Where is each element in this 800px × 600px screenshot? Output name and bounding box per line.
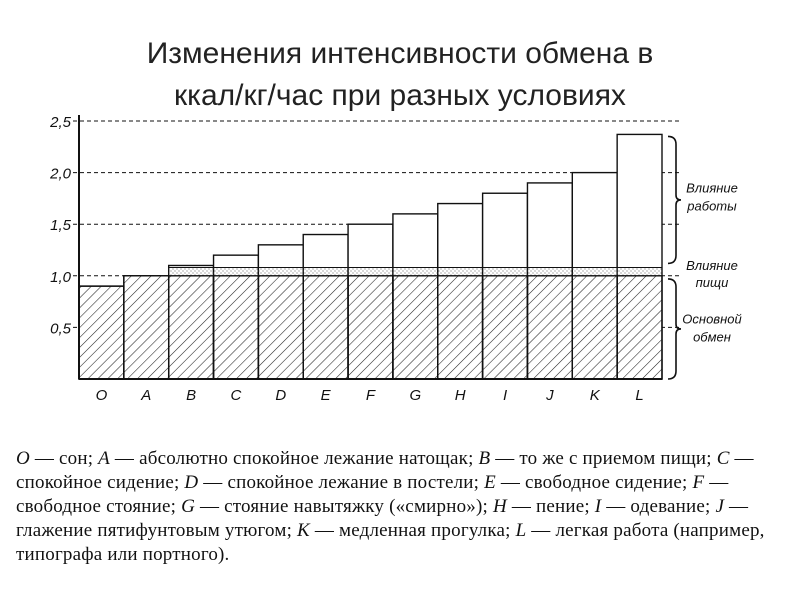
caption-text-A: — абсолютно спокойное лежание натощак; [109,448,479,469]
figure-caption [16,447,786,567]
caption-key-I: I [594,496,602,517]
overlay-bands [79,268,662,379]
y-tick-labels [49,114,72,337]
x-tick-label-E: E [320,387,331,404]
caption-text-E: — свободное сидение; [495,472,693,493]
bar-chart [0,100,800,410]
caption-key-G: G [181,496,196,517]
caption-key-J: J [715,496,725,517]
basal-hatch-L [617,276,662,379]
x-tick-label-D: D [275,387,287,404]
annotation-food-effect-line-1: Влияние [686,257,738,273]
caption-text-J: — глажение пятифунтовым утюгом; [16,496,749,541]
x-tick-label-J: J [546,387,554,404]
basal-hatch-K [572,276,617,379]
chart-title-line-2: ккал/кг/час при разных условиях [174,79,626,112]
y-tick-label: 2,0 [50,165,71,183]
caption-key-B: B [478,448,491,469]
caption-key-C: C [716,448,730,469]
annotation-basal-metabolism-line-2: обмен [693,329,731,345]
caption-text-D: — спокойное лежание в постели; [198,472,485,493]
x-tick-label-A: A [141,387,152,404]
caption-text-H: — пение; [506,496,595,517]
caption-key-E: E [484,472,496,493]
annotation-work-effect-line-1: Влияние [686,180,738,196]
caption-text-I: — одевание; [601,496,716,517]
annotation-basal-metabolism-line-1: Основной [682,311,742,327]
basal-hatch-C [214,276,259,379]
caption-key-A: A [98,448,110,469]
x-tick-label-L: L [635,387,644,404]
food-effect-band [169,268,662,276]
x-tick-label-B: B [186,387,197,404]
basal-hatch-E [303,276,348,379]
basal-hatch-A [124,276,169,379]
brace-basal [668,279,681,379]
caption-key-D: D [184,472,199,493]
basal-hatch-H [438,276,483,379]
y-tick-label: 1,5 [50,217,71,235]
x-tick-label-K: K [589,387,600,404]
basal-hatch-D [258,276,303,379]
basal-hatch-I [483,276,528,379]
caption-key-H: H [492,496,507,517]
caption-text-C: — спокойное сидение; [16,448,754,493]
basal-hatch-F [348,276,393,379]
caption-text-B: — то же с приемом пищи; [490,448,717,469]
chart-title-line-1: Изменения интенсивности обмена в [146,37,654,70]
x-tick-label-O: O [95,387,108,404]
annotation-food-effect-line-2: пищи [695,274,729,290]
x-tick-label-G: G [409,387,422,404]
caption-text-L: — легкая работа (например, типографа или портного). [16,520,765,565]
caption-text-G: — стояние навытяжку («смирно»); [195,496,493,517]
caption-text-O: — сон; [29,448,99,469]
caption-text-F: — свободное стояние; [16,472,729,517]
x-tick-label-I: I [502,387,508,404]
x-tick-labels [96,387,644,404]
caption-key-K: K [297,520,310,541]
x-tick-label-C: C [230,387,242,404]
basal-hatch-B [169,276,214,379]
basal-hatch-G [393,276,438,379]
caption-text-K: — медленная прогулка; [309,520,516,541]
basal-hatch-O [79,286,124,379]
x-tick-label-H: H [454,387,466,404]
y-tick-label: 0,5 [50,320,71,338]
y-tick-label: 2,5 [50,114,71,131]
x-tick-label-F: F [365,387,376,404]
annotation-work-effect-line-2: работы [687,198,737,214]
caption-key-L: L [515,520,527,541]
brace-work [668,136,681,263]
basal-hatch-J [527,276,572,379]
annotations [682,180,741,344]
caption-key-O: O [16,448,30,469]
y-tick-label: 1,0 [50,268,71,286]
caption-key-F: F [692,472,705,493]
